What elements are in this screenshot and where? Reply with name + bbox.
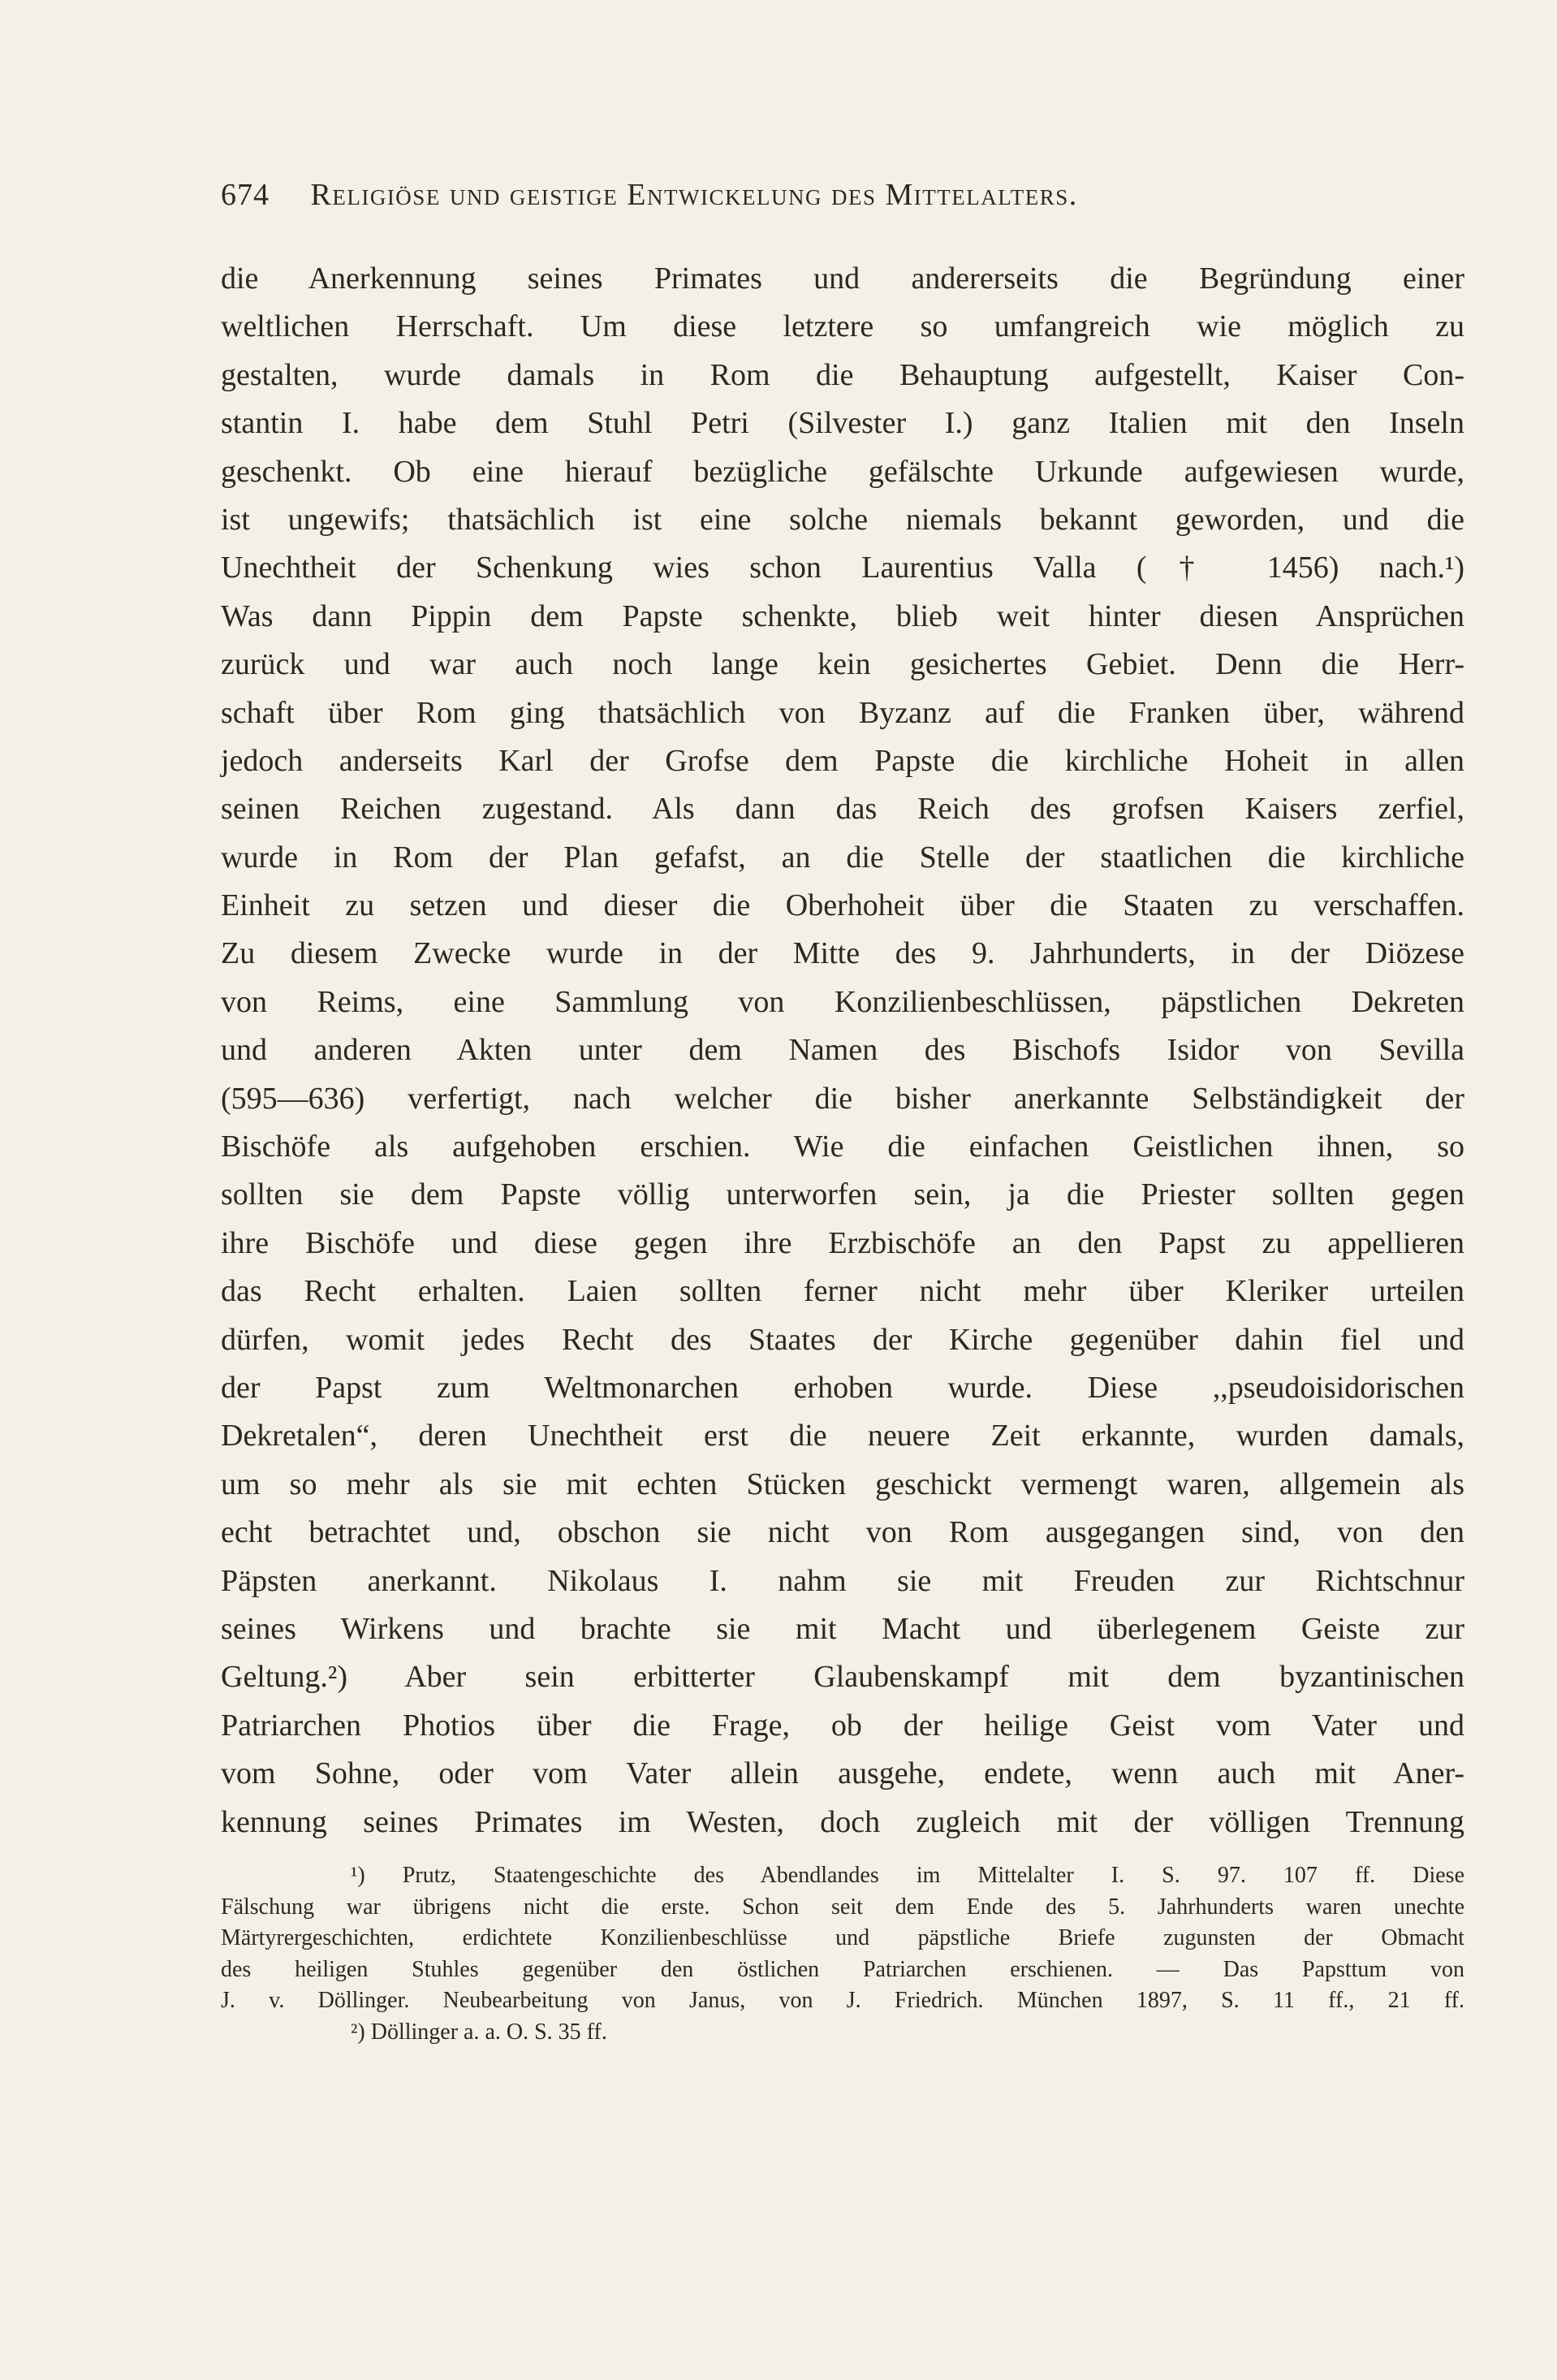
text-line: seines Wirkens und brachte sie mit Macht und überlegenem Geiste zur bbox=[221, 1611, 1464, 1646]
text-line: ihre Bischöfe und diese gegen ihre Erzbischöfe an den Papst zu appellieren bbox=[221, 1225, 1464, 1260]
text-line: (595—636) verfertigt, nach welcher die bisher anerkannte Selbständigkeit der bbox=[221, 1081, 1464, 1116]
text-line: Patriarchen Photios über die Frage, ob der heilige Geist vom Vater und bbox=[221, 1708, 1464, 1743]
text-line: jedoch anderseits Karl der Grofse dem Papste die kirchliche Hoheit in allen bbox=[221, 743, 1464, 778]
text-line: schaft über Rom ging thatsächlich von Byzanz auf die Franken über, während bbox=[221, 695, 1464, 730]
running-head bbox=[221, 177, 1471, 213]
text-line: seinen Reichen zugestand. Als dann das Reich des grofsen Kaisers zerfiel, bbox=[221, 792, 1464, 827]
footnote-line: J. v. Döllinger. Neubearbeitung von Janus, von J. Friedrich. München 1897, S. 11 ff., 21 ff. bbox=[221, 1988, 1464, 2013]
text-line: kennung seines Primates im Westen, doch zugleich mit der völligen Trennung bbox=[221, 1804, 1464, 1839]
text-line: ist ungewifs; thatsächlich ist eine solche niemals bekannt geworden, und die bbox=[221, 502, 1464, 537]
text-line: geschenkt. Ob eine hierauf bezügliche gefälschte Urkunde aufgewiesen wurde, bbox=[221, 454, 1464, 489]
text-line: um so mehr als sie mit echten Stücken geschickt vermengt waren, allgemein als bbox=[221, 1466, 1464, 1501]
text-line: Einheit zu setzen und dieser die Oberhoheit über die Staaten zu verschaffen. bbox=[221, 888, 1464, 923]
text-line: gestalten, wurde damals in Rom die Behauptung aufgestellt, Kaiser Con- bbox=[221, 357, 1464, 392]
text-line: dürfen, womit jedes Recht des Staates der Kirche gegenüber dahin fiel und bbox=[221, 1322, 1464, 1357]
running-title: Religiöse und geistige Entwickelung des Mittelalters. bbox=[310, 178, 1078, 212]
footnote-line: des heiligen Stuhles gegenüber den östlichen Patriarchen erschienen. — Das Papsttum von bbox=[221, 1956, 1464, 1982]
text-line: Unechtheit der Schenkung wies schon Laurentius Valla († 1456) nach.¹) bbox=[221, 551, 1464, 585]
footnote-line: ²) Döllinger a. a. O. S. 35 ff. bbox=[351, 2019, 607, 2045]
text-line: sollten sie dem Papste völlig unterworfen sein, ja die Priester sollten gegen bbox=[221, 1177, 1464, 1212]
text-line: vom Sohne, oder vom Vater allein ausgehe, endete, wenn auch mit Aner- bbox=[221, 1756, 1464, 1791]
text-line: Zu diesem Zwecke wurde in der Mitte des 9. Jahrhunderts, in der Diözese bbox=[221, 936, 1464, 971]
text-line: Was dann Pippin dem Papste schenkte, blieb weit hinter diesen Ansprüchen bbox=[221, 598, 1464, 633]
footnote-line: ¹) Prutz, Staatengeschichte des Abendlandes im Mittelalter I. S. 97. 107 ff. Diese bbox=[351, 1863, 1464, 1888]
text-line: echt betrachtet und, obschon sie nicht von Rom ausgegangen sind, von den bbox=[221, 1515, 1464, 1550]
text-line: Päpsten anerkannt. Nikolaus I. nahm sie mit Freuden zur Richtschnur bbox=[221, 1563, 1464, 1598]
text-line: stantin I. habe dem Stuhl Petri (Silvester I.) ganz Italien mit den Inseln bbox=[221, 406, 1464, 441]
text-line: wurde in Rom der Plan gefafst, an die Stelle der staatlichen die kirchliche bbox=[221, 840, 1464, 875]
text-line: das Recht erhalten. Laien sollten ferner nicht mehr über Kleriker urteilen bbox=[221, 1274, 1464, 1309]
text-line: und anderen Akten unter dem Namen des Bischofs Isidor von Sevilla bbox=[221, 1033, 1464, 1068]
text-line: zurück und war auch noch lange kein gesichertes Gebiet. Denn die Herr- bbox=[221, 647, 1464, 682]
text-line: Geltung.²) Aber sein erbitterter Glaubenskampf mit dem byzantinischen bbox=[221, 1660, 1464, 1695]
text-line: der Papst zum Weltmonarchen erhoben wurde. Diese ,,pseudoisidorischen bbox=[221, 1370, 1464, 1405]
text-line: die Anerkennung seines Primates und andererseits die Begründung einer bbox=[221, 261, 1464, 296]
text-line: Dekretalen“, deren Unechtheit erst die neuere Zeit erkannte, wurden damals, bbox=[221, 1419, 1464, 1453]
text-line: von Reims, eine Sammlung von Konzilienbeschlüssen, päpstlichen Dekreten bbox=[221, 984, 1464, 1019]
text-line: Bischöfe als aufgehoben erschien. Wie die einfachen Geistlichen ihnen, so bbox=[221, 1130, 1464, 1164]
page-number: 674 bbox=[221, 178, 270, 212]
body-text bbox=[221, 255, 1464, 1847]
text-line: weltlichen Herrschaft. Um diese letztere so umfangreich wie möglich zu bbox=[221, 309, 1464, 344]
footnote-line: Märtyrergeschichten, erdichtete Konzilienbeschlüsse und päpstliche Briefe zugunsten der Obmacht bbox=[221, 1925, 1464, 1950]
footnote-line: Fälschung war übrigens nicht die erste. Schon seit dem Ende des 5. Jahrhunderts waren unechte bbox=[221, 1894, 1464, 1920]
footnotes bbox=[221, 1860, 1464, 2048]
